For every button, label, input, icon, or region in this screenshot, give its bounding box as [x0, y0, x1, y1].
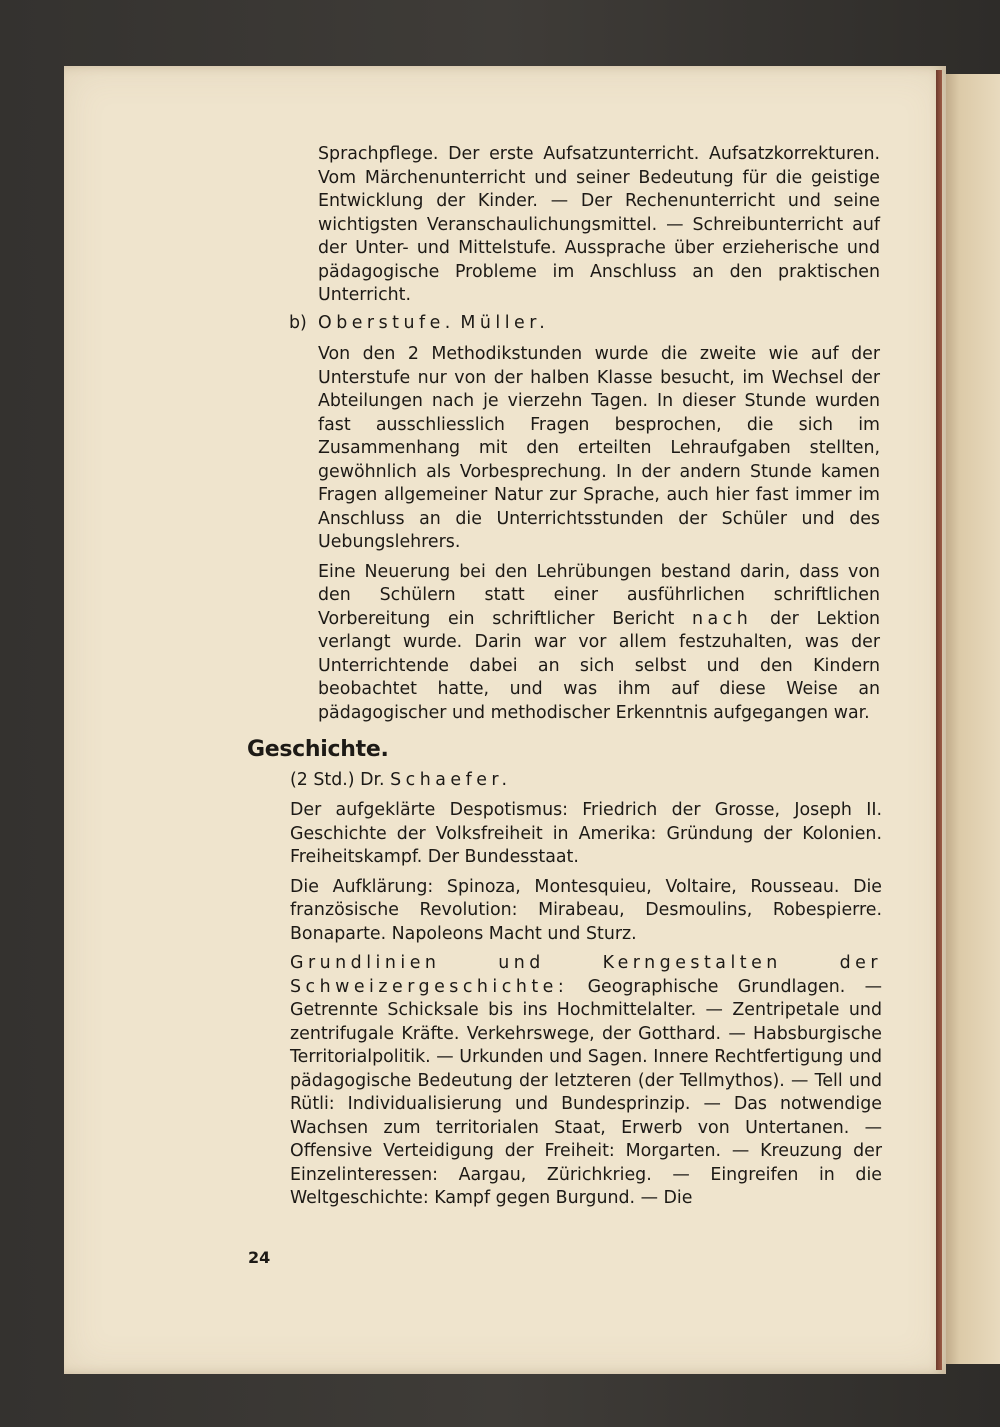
geschichte-paragraph-2: Die Aufklärung: Spinoza, Montesquieu, Voltaire, Rousseau. Die französische Revolution: Mirabeau, Desmoulins, Robespierre. Bonaparte. Napoleons Macht und Sturz.: [290, 876, 882, 944]
item-b-text: [318, 343, 880, 731]
item-b-level: Oberstufe.: [318, 313, 455, 333]
geschichte-text: [290, 799, 882, 1217]
item-b-heading: [318, 313, 549, 333]
geschichte-teacher: Schaefer.: [390, 770, 512, 790]
item-b-teacher: Müller.: [460, 313, 550, 333]
item-b-paragraph-2-after: der Lektion verlangt wurde. Darin war vor allem festzuhalten, was der Unterrichtende dabei an sich selbst und den Kindern beobachtet hatte, und was ihm auf diese Weise an pädagogischer und methodischer Erkenntnis aufgegangen war.: [318, 608, 880, 723]
item-b-paragraph-2: [318, 561, 880, 726]
geschichte-hours: (2 Std.) Dr.: [290, 770, 385, 790]
page-number: 24: [248, 1248, 271, 1267]
geschichte-paragraph-3-spaced: Grundlinien und Kerngestalten der Schweizergeschichte:: [290, 953, 882, 997]
item-b-paragraph-2-before: Eine Neuerung bei den Lehrübungen bestand darin, dass von den Schülern statt einer ausführlichen schriftlichen Vorbereitung ein schriftlicher Bericht: [318, 561, 880, 629]
section-a-paragraph: Sprachpflege. Der erste Aufsatzunterricht. Aufsatzkorrekturen. Vom Märchenunterricht und seiner Bedeutung für die geistige Entwicklung der Kinder. — Der Rechenunterricht und seine wichtigsten Veranschaulichungsmittel. — Schreibunterricht auf der Unter- und Mittelstufe. Aussprache über erzieherische und pädagogische Probleme im Anschluss an den praktischen Unterricht.: [318, 144, 880, 305]
section-heading-geschichte: Geschichte.: [247, 737, 389, 762]
geschichte-paragraph-3-text: Geographische Grundlagen. — Getrennte Schicksale bis ins Hochmittelalter. — Zentripetale und zentrifugale Kräfte. Verkehrswege, der Gotthard. — Habsburgische Territorialpolitik. — Urkunden und Sagen. Innere Rechtfertigung und pädagogische Bedeutung der letzteren (der Tellmythos). — Tell und Rütli: Individualisierung und Bundesprinzip. — Das notwendige Wachsen zum territorialen Staat, Erwerb von Untertanen. — Offensive Verteidigung der Freiheit: Morgarten. — Kreuzung der Einzelinteressen: Aargau, Zürichkrieg. — Eingreifen in die Weltgeschichte: Kampf gegen Burgund. — Die: [290, 976, 882, 1208]
facing-page-edge: [942, 74, 1000, 1364]
section-a-text: [318, 143, 880, 314]
item-b-label: b): [289, 313, 307, 333]
geschichte-paragraph-3: [290, 952, 882, 1211]
item-b-paragraph-2-spaced: nach: [691, 608, 753, 629]
book-binding-edge: [936, 70, 942, 1370]
geschichte-paragraph-1: Der aufgeklärte Despotismus: Friedrich der Grosse, Joseph II. Geschichte der Volksfreiheit in Amerika: Gründung der Kolonien. Freiheitskampf. Der Bundesstaat.: [290, 800, 882, 867]
item-b-paragraph-1: Von den 2 Methodikstunden wurde die zweite wie auf der Unterstufe nur von der halben Klasse besucht, im Wechsel der Abteilungen nach je vierzehn Tagen. In dieser Stunde wurden fast ausschliesslich Fragen besprochen, die sich im Zusammenhang mit den erteilten Lehraufgaben stellten, gewöhnlich als Vorbesprechung. In der andern Stunde kamen Fragen allgemeiner Natur zur Sprache, auch hier fast immer im Anschluss an die Unterrichtsstunden der Schüler und des Uebungslehrers.: [318, 344, 880, 552]
geschichte-hours-line: [290, 770, 512, 790]
